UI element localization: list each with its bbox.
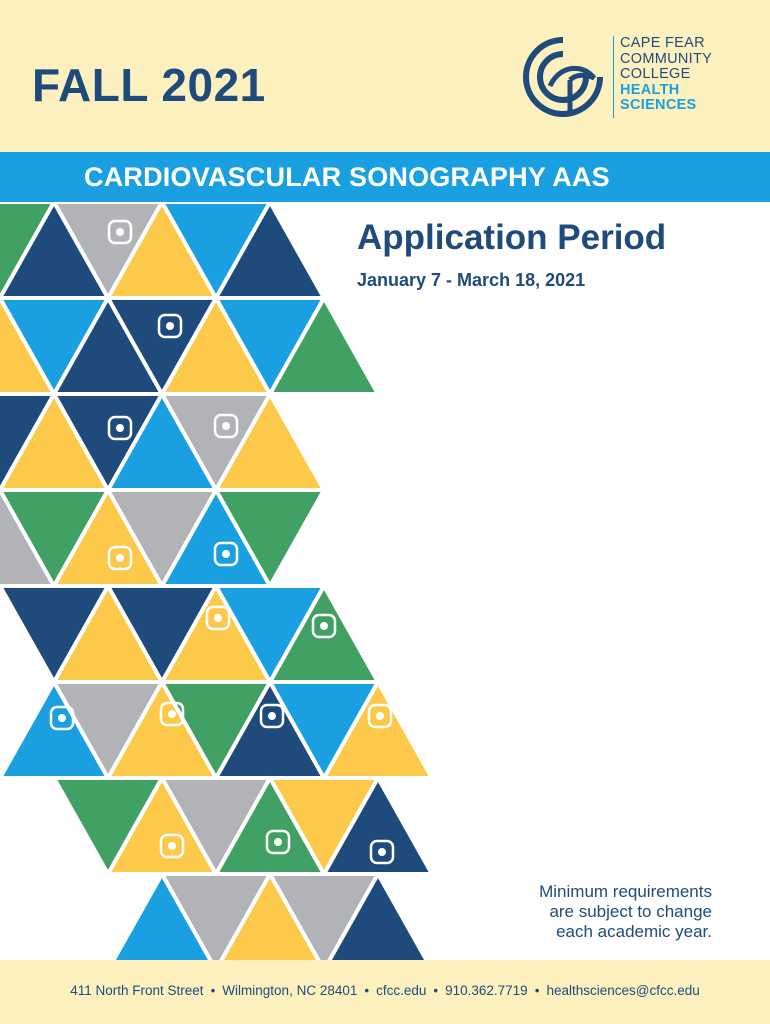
program-banner [0,152,770,202]
footer-email[interactable]: healthsciences@cfcc.edu [546,983,700,998]
logo-line-1: CAPE FEAR [620,35,705,51]
cfcc-logo-icon [520,34,606,120]
footer-separator: • [433,983,439,998]
term-title: FALL 2021 [32,59,266,111]
program-title: CARDIOVASCULAR SONOGRAPHY AAS [84,162,610,192]
logo-wordmark [620,36,712,114]
contact-line [0,983,770,998]
college-logo [520,34,760,126]
footer-phone[interactable]: 910.362.7719 [445,983,528,998]
requirements-note [472,882,712,942]
note-line-1: Minimum requirements [539,882,712,901]
footer-band [0,960,770,1024]
header-band [0,0,770,152]
footer-address: 411 North Front Street [70,983,204,998]
logo-line-5: SCIENCES [620,97,697,113]
application-dates: January 7 - March 18, 2021 [357,270,586,290]
logo-divider [613,36,614,118]
logo-line-3: COLLEGE [620,66,691,82]
application-title: Application Period [357,218,667,257]
triangle-pattern [0,202,460,960]
footer-separator: • [210,983,216,998]
note-line-2: are subject to change [549,902,712,921]
footer-separator: • [364,983,370,998]
note-line-3: each academic year. [556,922,712,941]
footer-city: Wilmington, NC 28401 [222,983,358,998]
footer-separator: • [534,983,540,998]
footer-website[interactable]: cfcc.edu [376,983,427,998]
logo-line-4: HEALTH [620,81,680,98]
logo-line-2: COMMUNITY [620,50,713,67]
